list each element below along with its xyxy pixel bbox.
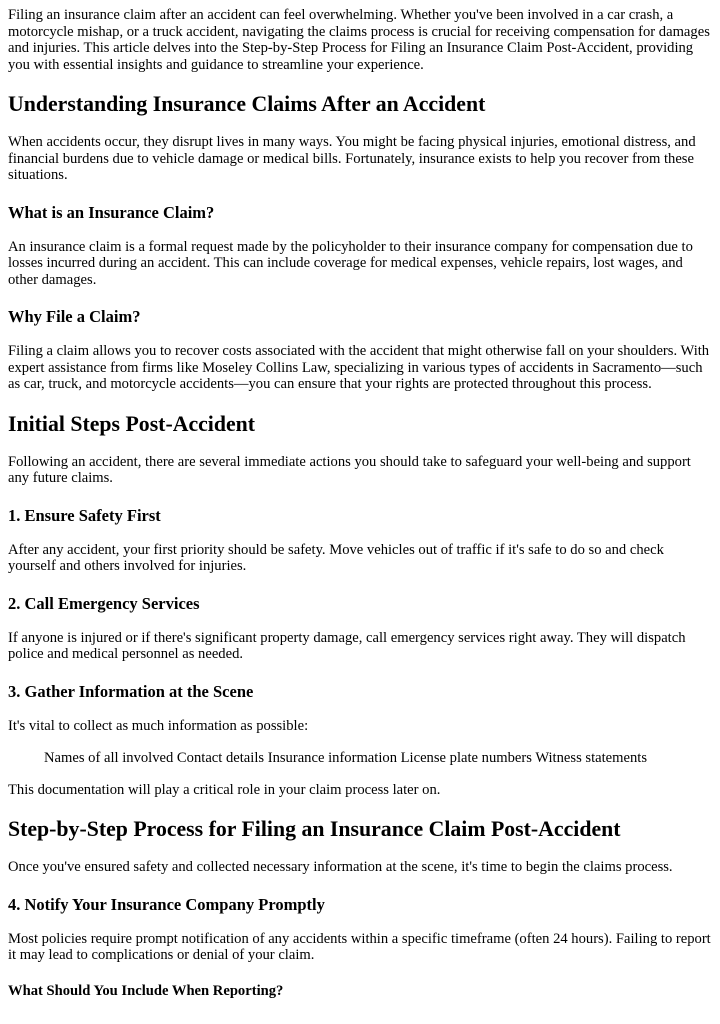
paragraph-initial-steps: Following an accident, there are several immediate actions you should take to safeguard your well-being and support any future claims.: [8, 453, 691, 486]
paragraph-step-by-step: Once you've ensured safety and collected necessary information at the scene, it's time to begin the claims process.: [8, 859, 673, 875]
paragraph-why-file: Filing a claim allows you to recover costs associated with the accident that might otherwise fall on your shoulders. With expert assistance from firms like Moseley Collins Law, specializing in various types of accidents in Sacramento—such as car, truck, and motorcycle accidents—you can ensure that your rights are protected throughout this process.: [8, 343, 710, 392]
subheading-step-4: 4. Notify Your Insurance Company Promptly: [8, 894, 325, 914]
paragraph-documentation: This documentation will play a critical role in your claim process later on.: [8, 781, 441, 798]
subheading-step-2: 2. Call Emergency Services: [8, 593, 200, 613]
info-list: Names of all involved Contact details Insurance information License plate numbers Witness statements: [44, 750, 647, 766]
subheading-step-1: 1. Ensure Safety First: [8, 505, 161, 525]
subheading-what-to-include: What Should You Include When Reporting?: [8, 982, 284, 999]
subheading-what-is-claim: What is an Insurance Claim?: [8, 202, 215, 222]
intro-paragraph: Filing an insurance claim after an accident can feel overwhelming. Whether you've been involved in a car crash, a motorcycle mishap, or a truck accident, navigating the claims process is crucial for receiving compensation for damages and injuries. This article delves into the Step-by-Step Process for Filing an Insurance Claim Post-Accident, providing you with essential insights and guidance to streamline your experience.: [8, 7, 710, 73]
section-paragraph: When accidents occur, they disrupt lives in many ways. You might be facing physical injuries, emotional distress, and financial burdens due to vehicle damage or medical bills. Fortunately, insurance exists to help you recover from these situations.: [8, 134, 696, 183]
paragraph-step-4: Most policies require prompt notification of any accidents within a specific timeframe (often 24 hours). Failing to report it may lead to complications or denial of your claim.: [8, 930, 711, 963]
paragraph-step-3: It's vital to collect as much information as possible:: [8, 717, 309, 734]
paragraph-step-2: If anyone is injured or if there's significant property damage, call emergency services right away. They will dispatch police and medical personnel as needed.: [8, 629, 686, 662]
subheading-why-file: Why File a Claim?: [8, 307, 141, 326]
section-heading-understanding-claims: Understanding Insurance Claims After an Accident: [8, 92, 486, 116]
section-heading-step-by-step: Step-by-Step Process for Filing an Insurance Claim Post-Accident: [8, 817, 621, 841]
article: [0, 7, 720, 1000]
section-heading-initial-steps: Initial Steps Post-Accident: [8, 411, 256, 436]
paragraph-step-1: After any accident, your first priority should be safety. Move vehicles out of traffic if it's safe to do so and check yourself and others involved for injuries.: [8, 541, 664, 574]
subheading-step-3: 3. Gather Information at the Scene: [8, 681, 254, 701]
paragraph-what-is-claim: An insurance claim is a formal request made by the policyholder to their insurance company for compensation due to losses incurred during an accident. This can include coverage for medical expenses, vehicle repairs, lost wages, and other damages.: [8, 238, 693, 288]
